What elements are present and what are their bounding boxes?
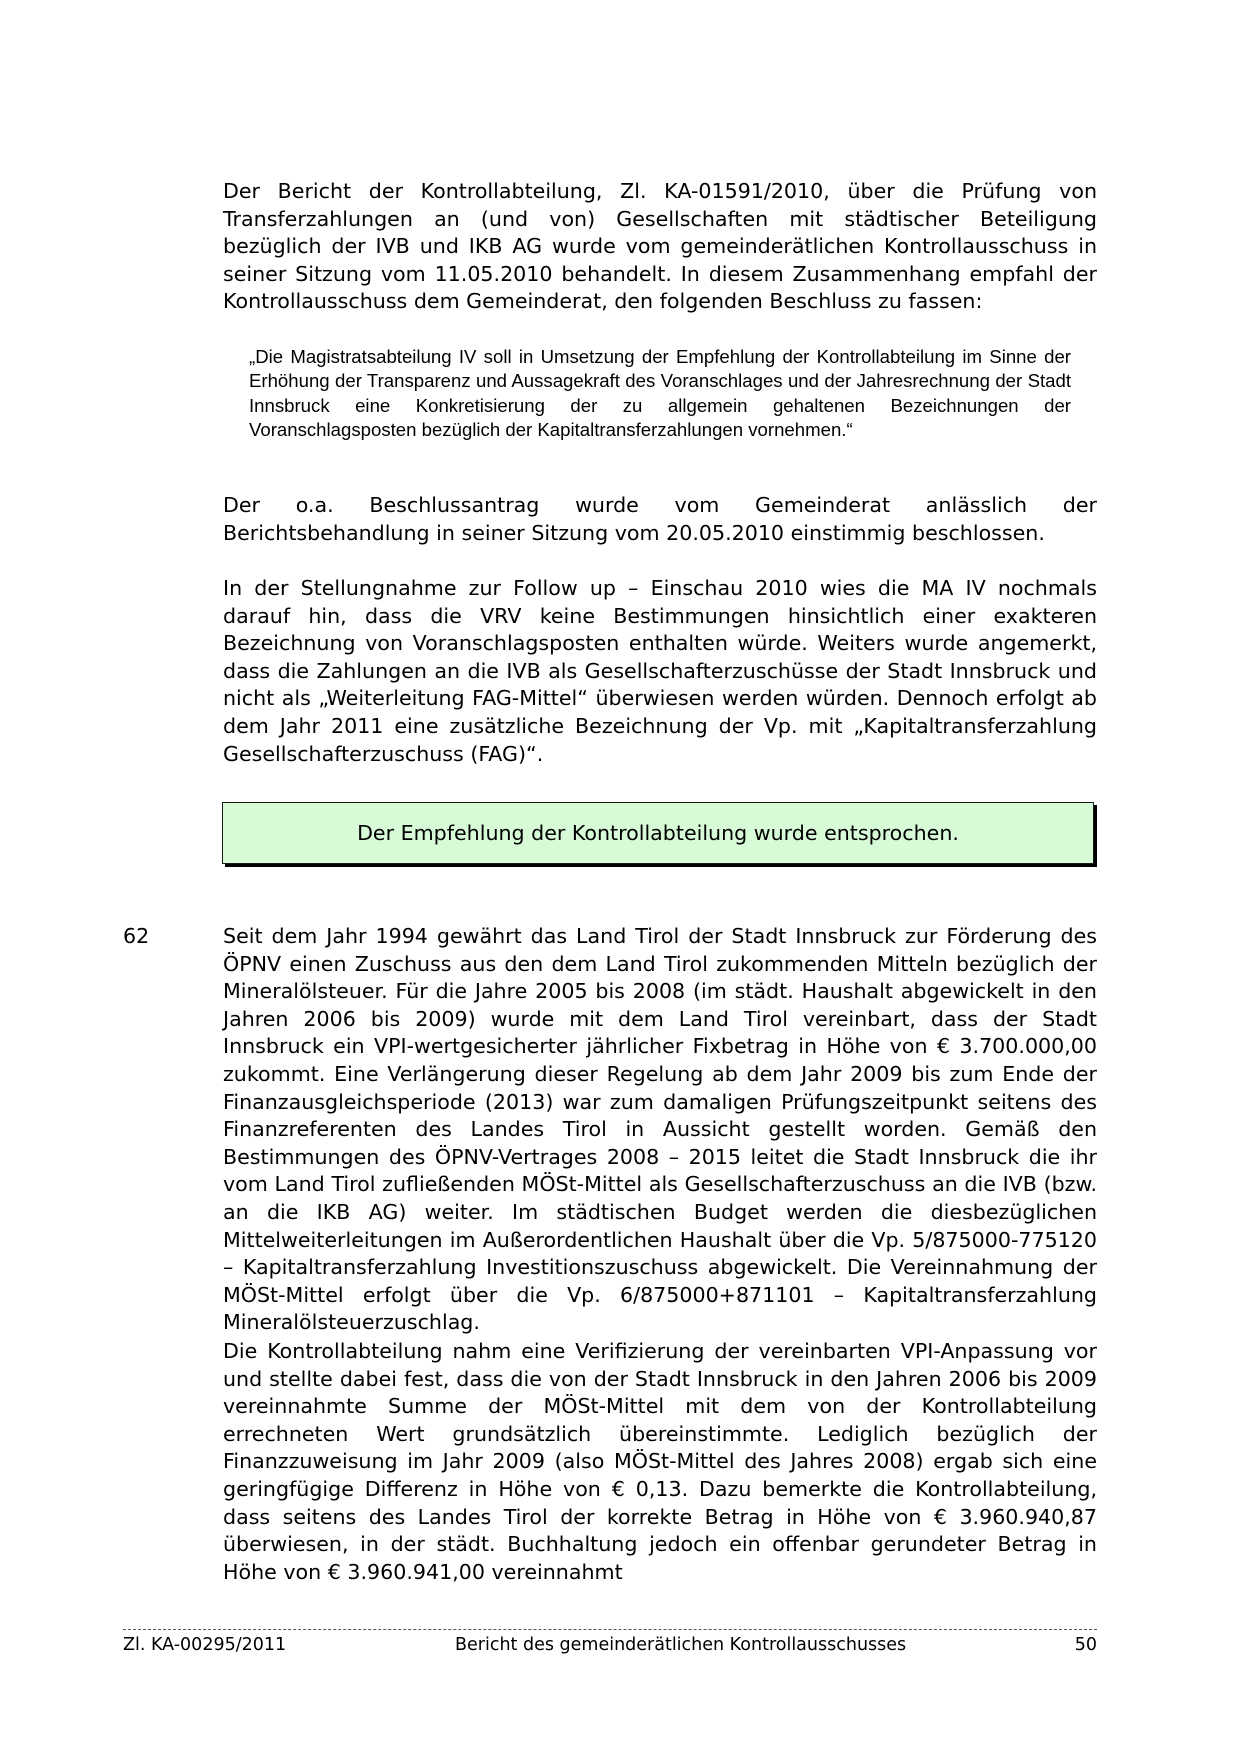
footer-reference: Zl. KA-00295/2011 xyxy=(123,1635,287,1655)
footer-divider xyxy=(123,1629,1097,1630)
paragraph-intro: Der Bericht der Kontrollabteilung, Zl. KA-01591/2010, über die Prüfung von Transferzahlungen an (und von) Gesellschaften mit städtischer Beteiligung bezüglich der IVB und IKB AG wurde vom gemeinderätlichen Kontrollausschuss in seiner Sitzung vom 11.05.2010 behandelt. In diesem Zusammenhang empfahl der Kontrollausschuss dem Gemeinderat, den folgenden Beschluss zu fassen: xyxy=(223,179,1097,314)
paragraph-verification: Die Kontrollabteilung nahm eine Verifizierung der vereinbarten VPI-Anpassung vor und stellte dabei fest, dass die von der Stadt Innsbruck in den Jahren 2006 bis 2009 vereinnahmte Summe der MÖSt-Mittel mit dem von der Kontrollabteilung errechneten Wert grundsätzlich übereinstimmte. Lediglich bezüglich der Finanzzuweisung im Jahr 2009 (also MÖSt-Mittel des Jahres 2008) ergab sich eine geringfügige Differenz in Höhe von € 0,13. Dazu bemerkte die Kontrollabteilung, dass seitens des Landes Tirol der korrekte Betrag in Höhe von € 3.960.940,87 überwiesen, in der städt. Buchhaltung jedoch ein offenbar gerundeter Betrag in Höhe von € 3.960.941,00 vereinnahmt xyxy=(223,1339,1097,1584)
section-number: 62 xyxy=(123,924,150,948)
recommendation-status-box xyxy=(222,802,1094,864)
paragraph-resolution-adopted: Der o.a. Beschlussantrag wurde vom Gemeinderat anlässlich der Berichtsbehandlung in seiner Sitzung vom 20.05.2010 einstimmig beschlossen. xyxy=(223,493,1097,545)
recommendation-status-text: Der Empfehlung der Kontrollabteilung wurde entsprochen. xyxy=(357,821,959,845)
paragraph-section-62: Seit dem Jahr 1994 gewährt das Land Tirol der Stadt Innsbruck zur Förderung des ÖPNV einen Zuschuss aus den dem Land Tirol zukommenden Mitteln bezüglich der Mineralölsteuer. Für die Jahre 2005 bis 2008 (im städt. Haushalt abgewickelt in den Jahren 2006 bis 2009) wurde mit dem Land Tirol vereinbart, dass der Stadt Innsbruck ein VPI-wertgesicherter jährlicher Fixbetrag in Höhe von € 3.700.000,00 zukommt. Eine Verlängerung dieser Regelung ab dem Jahr 2009 bis zum Ende der Finanzausgleichsperiode (2013) war zum damaligen Prüfungszeitpunkt seitens des Finanzreferenten des Landes Tirol in Aussicht gestellt worden. Gemäß den Bestimmungen des ÖPNV-Vertrages 2008 – 2015 leitet die Stadt Innsbruck die ihr vom Land Tirol zufließenden MÖSt-Mittel als Gesellschafterzuschuss an die IVB (bzw. an die IKB AG) weiter. Im städtischen Budget werden die diesbezüglichen Mittelweiterleitungen im Außerordentlichen Haushalt über die Vp. 5/875000-775120 – Kapitaltransferzahlung Investitionszuschuss abgewickelt. Die Vereinnahmung der MÖSt-Mittel erfolgt über die Vp. 6/875000+871101 – Kapitaltransferzahlung Mineralölsteuerzuschlag. xyxy=(223,924,1097,1335)
paragraph-statement: In der Stellungnahme zur Follow up – Einschau 2010 wies die MA IV nochmals darauf hin, dass die VRV keine Bestimmungen hinsichtlich einer exakteren Bezeichnung von Voranschlagsposten enthalten würde. Weiters wurde angemerkt, dass die Zahlungen an die IVB als Gesellschafterzuschüsse der Stadt Innsbruck und nicht als „Weiterleitung FAG-Mittel“ überwiesen werden würden. Dennoch erfolgt ab dem Jahr 2011 eine zusätzliche Bezeichnung der Vp. mit „Kapitaltransferzahlung Gesellschafterzuschuss (FAG)“. xyxy=(223,576,1097,766)
quoted-resolution: „Die Magistratsabteilung IV soll in Umsetzung der Empfehlung der Kontrollabteilung im Sinne der Erhöhung der Transparenz und Aussagekraft des Voranschlages und der Jahresrechnung der Stadt Innsbruck eine Konkretisierung der zu allgemein gehaltenen Bezeichnungen der Voranschlagsposten bezüglich der Kapitaltransferzahlungen vornehmen.“ xyxy=(249,346,1071,441)
footer-title: Bericht des gemeinderätlichen Kontrollausschusses xyxy=(455,1635,907,1655)
footer-page-number: 50 xyxy=(1074,1635,1097,1655)
